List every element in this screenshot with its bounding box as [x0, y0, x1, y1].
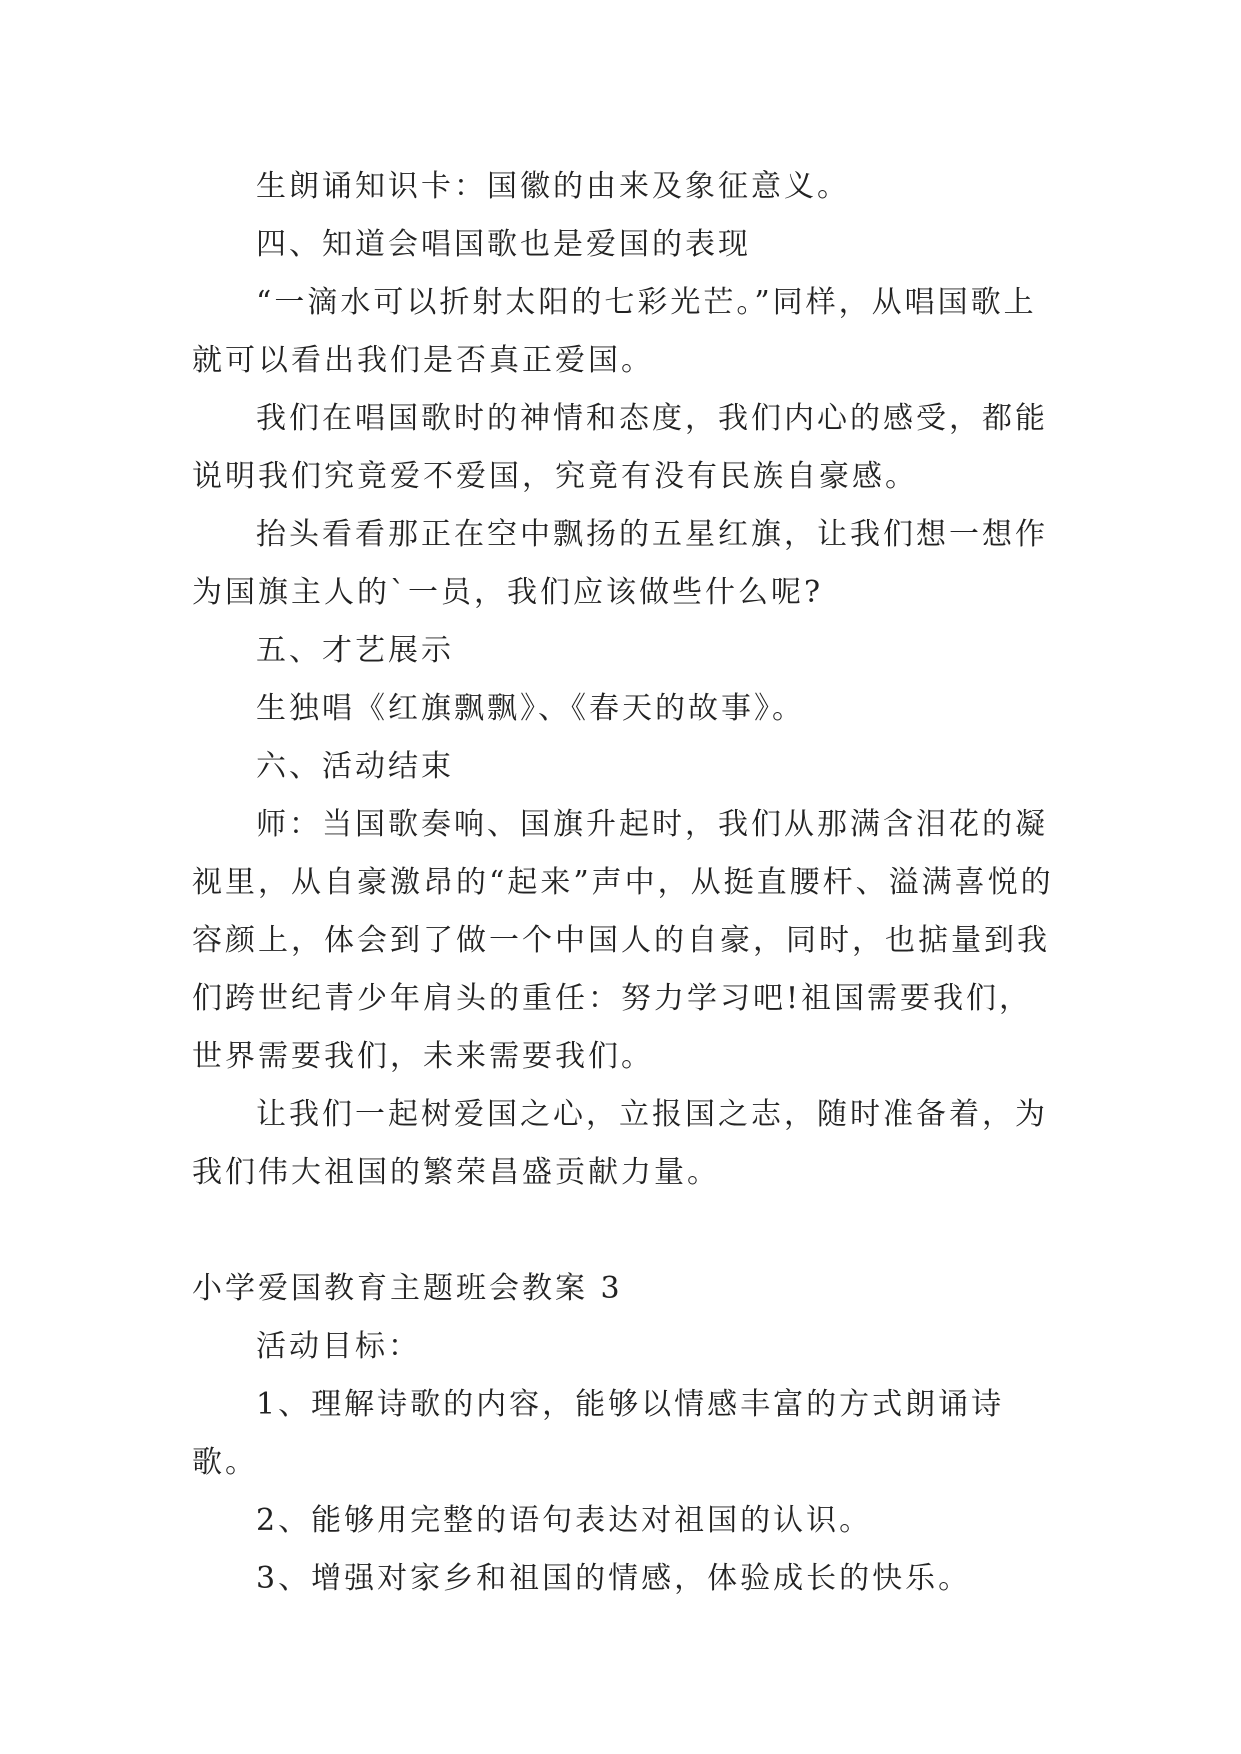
paragraph-heading-six: 六、活动结束 — [256, 749, 454, 784]
paragraph-anthem-attitude: 我们在唱国歌时的神情和态度，我们内心的感受，都能说明我们究竟爱不爱国，究竟有没有民族自豪感。 — [192, 401, 1048, 494]
paragraph-flag: 抬头看看那正在空中飘扬的五星红旗，让我们想一想作为国旗主人的`一员，我们应该做些什么呢? — [192, 517, 1048, 610]
paragraph-solo-songs: 生独唱《红旗飘飘》、《春天的故事》。 — [256, 691, 805, 726]
paragraph-closing: 让我们一起树爱国之心，立报国之志，随时准备着，为我们伟大祖国的繁荣昌盛贡献力量。 — [192, 1097, 1048, 1190]
paragraph-goal-1: 1、理解诗歌的内容，能够以情感丰富的方式朗诵诗歌。 — [192, 1387, 1005, 1480]
paragraph-heading-five: 五、才艺展示 — [256, 633, 454, 668]
section-title: 小学爱国教育主题班会教案 3 — [192, 1271, 623, 1306]
paragraph-water-drop: “一滴水可以折射太阳的七彩光芒。”同样，从唱国歌上就可以看出我们是否真正爱国。 — [192, 285, 1037, 378]
paragraph-goal-2: 2、能够用完整的语句表达对祖国的认识。 — [256, 1503, 873, 1538]
paragraph-heading-four: 四、知道会唱国歌也是爱国的表现 — [256, 227, 751, 262]
paragraph-goal-3: 3、增强对家乡和祖国的情感，体验成长的快乐。 — [256, 1561, 972, 1596]
paragraph-teacher-speech: 师：当国歌奏响、国旗升起时，我们从那满含泪花的凝视里，从自豪激昂的“起来”声中，从挺直腰杆、溢满喜悦的容颜上，体会到了做一个中国人的自豪，同时，也掂量到我们跨世纪青少年肩头的重任：努力学习吧!祖国需要我们，世界需要我们，未来需要我们。 — [192, 807, 1054, 1074]
document-body — [192, 158, 1062, 1608]
paragraph-activity-goals: 活动目标： — [256, 1329, 421, 1364]
paragraph-knowledge-card: 生朗诵知识卡：国徽的由来及象征意义。 — [256, 169, 850, 204]
